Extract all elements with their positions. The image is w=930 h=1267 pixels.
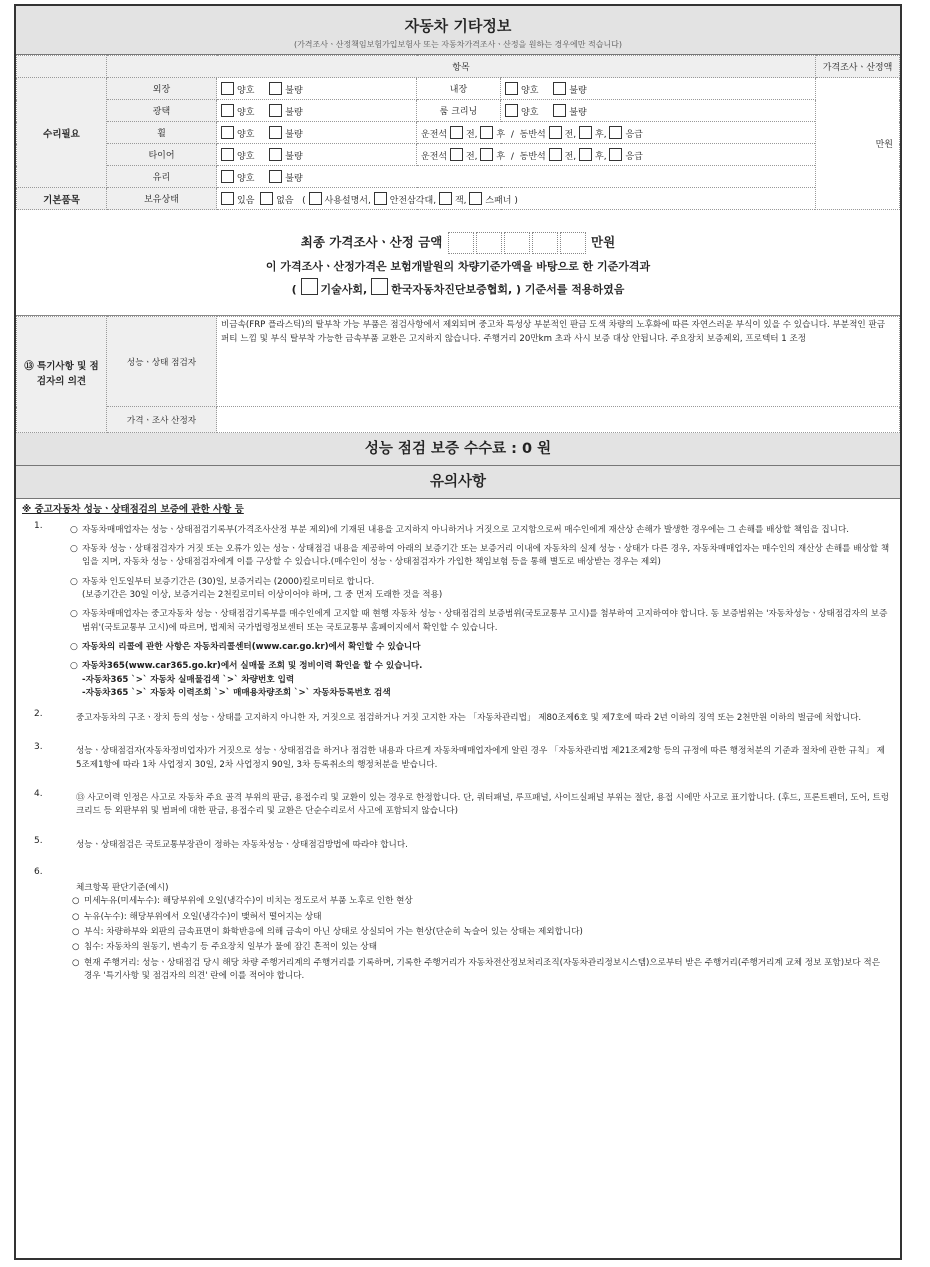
note-text: ⑬ 사고이력 인정은 사고로 자동차 주요 골격 부위의 판금, 용접수리 및 교환이 있는 경우로 한정합니다. 단, 쿼터패널, 루프패널, 사이드실패널 부위는 절단, 용접 시에만 사고로 표기합니다. (후드, 프론트펜더, 도어, 트렁크리드 등 외판부위 및 범퍼에 대한 판금, 용접수리 및 교환은 단순수리로서 사고에 포함되지 않습니다) [76, 793, 890, 817]
inspector-label: 성능ㆍ상태 점검자 [107, 317, 217, 407]
option-label: 스패너 [485, 195, 512, 206]
checkbox[interactable] [374, 192, 387, 205]
tire-position-options: 운전석 전, 후 / 동반석 전, 후, 응급 [417, 144, 816, 166]
row-label-glass: 유리 [107, 166, 217, 188]
driver-seat-label: 운전석 [421, 151, 448, 162]
exterior-options [217, 78, 417, 100]
note-text: 체크항목 판단기준(예시) [76, 883, 169, 894]
checkbox[interactable] [450, 148, 463, 161]
option-label: 전 [564, 129, 574, 140]
note-text: 성능ㆍ상태점검은 국토교통부장관이 정하는 자동차성능ㆍ상태점검방법에 따라야 합니다. [76, 839, 408, 850]
checkbox[interactable] [221, 192, 234, 205]
option-label: 양호 [237, 107, 255, 118]
option-label: 전 [564, 151, 574, 162]
checkbox[interactable] [480, 126, 493, 139]
option-label: 전 [465, 129, 475, 140]
row-label-wheel: 휠 [107, 122, 217, 144]
note-text: -자동차365 `>` 자동차 이력조회 `>` 매매용차량조회 `>` 자동차등록번호 검색 [82, 687, 391, 698]
note-text: 미세누유(미세누수): 해당부위에 오일(냉각수)이 비치는 정도로서 부품 노후로 인한 현상 [84, 896, 413, 907]
note-text: 자동차매매업자는 성능ㆍ상태점검기록부(가격조사산정 부분 제외)에 기재된 내용을 고지하지 아니하거나 거짓으로 고지함으로써 매수인에게 재산상 손해가 발생한 경우에는 그 손해를 배상할 책임을 집니다. [82, 524, 849, 535]
checkbox[interactable] [549, 126, 562, 139]
option-label: 한국자동차진단보증협회, [391, 283, 513, 296]
checkbox[interactable] [221, 104, 234, 117]
note-text: 자동차365(www.car365.go.kr)에서 실매물 조회 및 정비이력 확인을 할 수 있습니다. [82, 661, 423, 672]
price-digit-box[interactable] [532, 232, 558, 254]
price-digit-box[interactable] [476, 232, 502, 254]
final-price-note: 이 가격조사ㆍ산정가격은 보험개발원의 차량기준가액을 바탕으로 한 기준가격과 [265, 260, 651, 273]
separator: / [510, 129, 514, 140]
checkbox[interactable] [221, 82, 234, 95]
note-text: 자동차매매업자는 중고자동차 성능ㆍ상태점검기록부를 매수인에게 고지할 때 현행 자동차 성능ㆍ상태점검의 보증범위(국토교통부 고시)를 첨부하여 고지하여야 합니다. 동 보증범위는 '자동차성능ㆍ상태점검자의 보증범위'(국토교통부 고시)에 따르며, 법제처 국가법령정보센터 또는 국토교통부 홈페이지에서 확인할 수 있습니다. [82, 609, 888, 633]
note-text: 자동차 성능ㆍ상태점검자가 거짓 또는 오류가 있는 성능ㆍ상태점검 내용을 제공하여 아래의 보증기간 또는 보증거리 이내에 자동차의 실제 성능ㆍ상태가 다른 경우, 자동차매매업자는 매수인의 재산상 손해를 배상할 책임을 지며, 자동차 성능ㆍ상태점검자에게 이를 구상할 수 있습니다.(매수인이 성능ㆍ상태점검자가 가입한 책임보험 등을 통해 별도로 배상받는 경우는 제외) [82, 544, 890, 568]
note-number: 5. [34, 835, 43, 846]
note-number: 3. [34, 742, 43, 753]
row-label-exterior: 외장 [107, 78, 217, 100]
option-label: 잭, [454, 195, 467, 206]
option-label: 응급 [625, 129, 643, 140]
checkbox[interactable] [309, 192, 322, 205]
form-subtitle: (가격조사ㆍ산정책임보험가입보험사 또는 자동차가격조사ㆍ산정을 원하는 경우에만 적습니다) [293, 40, 623, 49]
checkbox[interactable] [450, 126, 463, 139]
section-basic-items: 기본품목 [17, 188, 107, 210]
standard-suffix: ) 기준서를 적용하였음 [516, 283, 625, 296]
form-title: 자동차 기타정보 [404, 17, 512, 35]
price-digit-box[interactable] [560, 232, 586, 254]
tire-options [217, 144, 417, 166]
checkbox[interactable] [549, 148, 562, 161]
option-label: 사용설명서, [324, 195, 371, 206]
note-item-5 [22, 835, 890, 852]
checkbox[interactable] [269, 148, 282, 161]
note-item-3 [22, 742, 890, 772]
option-label: 후 [496, 151, 506, 162]
checkbox[interactable] [609, 126, 622, 139]
checkbox[interactable] [553, 82, 566, 95]
option-label: 불량 [285, 173, 303, 184]
standard-choice [16, 278, 900, 297]
note-item-4 [22, 789, 890, 819]
separator: / [510, 151, 514, 162]
checkbox[interactable] [469, 192, 482, 205]
owned-options [217, 188, 816, 210]
note-text: 자동차 인도일부터 보증기간은 (30)일, 보증거리는 (2000)킬로미터로 합니다. [82, 576, 375, 587]
notes-body [16, 499, 900, 983]
checkbox[interactable] [480, 148, 493, 161]
note-text: 부식: 차량하부와 외판의 금속표면이 화학반응에 의해 금속이 아닌 상태로 상실되어 가는 현상(단순히 녹슬어 있는 상태는 제외합니다) [84, 926, 583, 937]
wheel-options [217, 122, 417, 144]
passenger-seat-label: 동반석 [519, 129, 546, 140]
checkbox[interactable] [553, 104, 566, 117]
option-label: 있음 [237, 195, 255, 206]
price-assessor-remarks[interactable] [217, 407, 900, 433]
option-label: 불량 [285, 129, 303, 140]
driver-seat-label: 운전석 [421, 129, 448, 140]
option-label: 없음 [276, 195, 294, 206]
checkbox[interactable] [260, 192, 273, 205]
checkbox[interactable] [371, 278, 388, 295]
inspector-remarks: 비금속(FRP 플라스틱)의 탈부착 가능 부품은 점검사항에서 제외되며 중고차 특성상 부분적인 판금 도색 차량의 노후화에 따른 자연스러운 부식이 있을 수 있습니다. 부분적인 판금 퍼티 느낌 및 부식 탈부착 가능한 금속부품 교환은 고지하지 않습니다. 주행거리 20만km 초과 사시 보증 대상 안됩니다. 주요장치 보증제외, 프로텍터 1 조정 [217, 317, 900, 407]
option-label: 양호 [521, 85, 539, 96]
option-label: 응급 [625, 151, 643, 162]
option-label: 불량 [569, 85, 587, 96]
gloss-options [217, 100, 417, 122]
option-label: 기술사회, [320, 283, 368, 296]
passenger-seat-label: 동반석 [519, 151, 546, 162]
repair-table [16, 55, 900, 210]
price-digit-box[interactable] [448, 232, 474, 254]
option-label: 양호 [237, 129, 255, 140]
paren: ( [291, 283, 297, 296]
row-label-tire: 타이어 [107, 144, 217, 166]
note-item-2 [22, 709, 890, 725]
note-text: 침수: 자동차의 원동기, 변속기 등 주요장치 일부가 물에 잠긴 흔적이 있는 상태 [84, 942, 378, 953]
option-label: 양호 [237, 173, 255, 184]
note-text: -자동차365 `>` 자동차 실매물검색 `>` 차량번호 입력 [82, 674, 295, 685]
note-text: 성능ㆍ상태점검자(자동차정비업자)가 거짓으로 성능ㆍ상태점검을 하거나 점검한 내용과 다르게 자동차매매업자에게 알린 경우 「자동차관리법 제21조제2항 등의 규정에 따른 행정처분의 기준과 절차에 관한 규칙」 제5조제1항에 따라 1차 사업정지 30일, 2차 사업정지 90일, 3차 등록취소의 행정처분을 받습니다. [76, 746, 885, 770]
note-number: 2. [34, 709, 43, 720]
remarks-table [16, 316, 900, 433]
wheel-position-options: 운전석 전, 후 / 동반석 전, 후, 응급 [417, 122, 816, 144]
checkbox[interactable] [579, 148, 592, 161]
option-label: 불량 [285, 151, 303, 162]
option-label: 불량 [569, 107, 587, 118]
note-number: 6. [34, 867, 43, 878]
note-text: 자동차의 리콜에 관한 사항은 자동차리콜센터(www.car.go.kr)에서 확인할 수 있습니다 [82, 641, 421, 652]
final-price-unit: 만원 [591, 234, 616, 250]
note-item-6: 6. 체크항목 판단기준(예시) ○ 미세누유(미세누수): 해당부위에 오일(냉각수)이 비치는 정도로서 부품 노후로 인한 현상 ○ 누유(누수): 해당부위에서 오일(냉각수)이 맺혀서 떨어지는 상태 ○ 부식: 차량하부와 외판의 금속표면이 화학반응에 의해 금속이 아닌 상태로 상실되어 가는 현상(단순히 녹슬어 있는 상태는 제외합니다) ○ 침수: 자동차의 원동기, 변속기 등 주요장치 일부가 물에 잠긴 흔적이 있는 상태 ○ 현재 주행거리: 성능ㆍ상태점검 당시 해당 차량 주행거리계의 주행거리를 기록하며, 기록한 주행거리가 자동차전산정보처리조직(자동차관리정보시스템)으로부터 받은 주행거리(주행거리계 교체 정보 포함)보다 적은 경우 '특기사항 및 점검자의 의견' 란에 이를 적어야 합니다. [22, 870, 890, 983]
option-label: 후 [496, 129, 506, 140]
checkbox[interactable] [221, 126, 234, 139]
option-label: 양호 [521, 107, 539, 118]
option-label: 불량 [285, 85, 303, 96]
form-header [16, 6, 900, 55]
checkbox[interactable] [439, 192, 452, 205]
final-price-section [16, 210, 900, 316]
notes-heading: 유의사항 [16, 466, 900, 499]
option-label: 양호 [237, 151, 255, 162]
item-column-header: 항목 [107, 56, 816, 78]
option-label: 후 [595, 129, 604, 140]
checkbox[interactable] [609, 148, 622, 161]
paren: ( [302, 195, 306, 206]
checkbox[interactable] [269, 126, 282, 139]
section-repair-needed: 수리필요 [17, 78, 107, 188]
option-label: 전 [465, 151, 475, 162]
note-number: 4. [34, 789, 43, 800]
checkbox[interactable] [269, 82, 282, 95]
interior-options [501, 78, 816, 100]
corner-cell [17, 56, 107, 78]
price-assessor-label: 가격ㆍ조사 산정자 [107, 407, 217, 433]
paren: ) [514, 195, 518, 206]
note-text: 누유(누수): 해당부위에서 오일(냉각수)이 맺혀서 떨어지는 상태 [84, 911, 322, 922]
checkbox[interactable] [269, 104, 282, 117]
price-digit-box[interactable] [504, 232, 530, 254]
row-label-owned: 보유상태 [107, 188, 217, 210]
checkbox[interactable] [505, 104, 518, 117]
checkbox[interactable] [221, 170, 234, 183]
room-cleaning-options [501, 100, 816, 122]
row-label-interior: 내장 [417, 78, 501, 100]
option-label: 양호 [237, 85, 255, 96]
note-text: (보증기간은 30일 이상, 보증거리는 2천킬로미터 이상이어야 하며, 그 중 먼저 도래한 것을 적용) [82, 589, 443, 600]
warranty-fee-bar: 성능 점검 보증 수수료 : 0 원 [16, 433, 900, 466]
option-label: 후 [595, 151, 604, 162]
price-value: 만원 [816, 78, 900, 210]
price-column-header: 가격조사ㆍ산정액 [816, 56, 900, 78]
checkbox[interactable] [579, 126, 592, 139]
checkbox[interactable] [221, 148, 234, 161]
notes-title: ※ 중고자동차 성능ㆍ상태점검의 보증에 관한 사항 등 [22, 504, 244, 515]
final-price-label: 최종 가격조사ㆍ산정 금액 [300, 234, 443, 250]
row-label-gloss: 광택 [107, 100, 217, 122]
checkbox[interactable] [505, 82, 518, 95]
note-number: 1. [34, 520, 43, 531]
checkbox[interactable] [269, 170, 282, 183]
vehicle-other-info-form [14, 4, 902, 1260]
row-label-room-cleaning: 룸 크리닝 [417, 100, 501, 122]
option-label: 불량 [285, 107, 303, 118]
option-label: 안전삼각대, [389, 195, 437, 206]
remarks-label: ⑬ 특기사항 및 점검자의 의견 [17, 317, 107, 433]
checkbox[interactable] [301, 278, 318, 295]
note-text: 현재 주행거리: 성능ㆍ상태점검 당시 해당 차량 주행거리계의 주행거리를 기록하며, 기록한 주행거리가 자동차전산정보처리조직(자동차관리정보시스템)으로부터 받은 주행거리(주행거리계 교체 정보 포함)보다 적은 경우 '특기사항 및 점검자의 의견' 란에 이를 적어야 합니다. [84, 957, 881, 981]
note-text: 중고자동차의 구조ㆍ장치 등의 성능ㆍ상태를 고지하지 아니한 자, 거짓으로 점검하거나 거짓 고지한 자는 「자동차관리법」 제80조제6호 및 제7호에 따라 2년 이하의 징역 또는 2천만원 이하의 벌금에 처합니다. [76, 713, 862, 724]
note-item-1: 1. ○ 자동차매매업자는 성능ㆍ상태점검기록부(가격조사산정 부분 제외)에 기재된 내용을 고지하지 아니하거나 거짓으로 고지함으로써 매수인에게 재산상 손해가 발생한 경우에는 그 손해를 배상할 책임을 집니다. ○ 자동차 성능ㆍ상태점검자가 거짓 또는 오류가 있는 성능ㆍ상태점검 내용을 제공하여 아래의 보증기간 또는 보증거리 이내에 자동차의 실제 성능ㆍ상태가 다른 경우, 자동차매매업자는 매수인의 재산상 손해를 배상할 책임을 지며, 자동차 성능ㆍ상태점검자에게 이를 구상할 수 있습니다.(매수인이 성능ㆍ상태점검자가 가입한 책임보험 등을 통해 별도로 배상받는 경우는 제외) ○ 자동차 인도일부터 보증기간은 (30)일, 보증거리는 (2000)킬로미터로 합니다. (보증기간은 30일 이상, 보증거리는 2천킬로미터 이상이어야 하며, 그 중 먼저 도래한 것을 적용) ○ 자동차매매업자는 중고자동차 성능ㆍ상태점검기록부를 매수인에게 고지할 때 현행 자동차 성능ㆍ상태점검의 보증범위(국토교통부 고시)를 첨부하여 고지하여야 합니다. 동 보증범위는 '자동차성능ㆍ상태점검자의 보증범위'(국토교통부 고시)에 따르며, 법제처 국가법령정보센터 또는 국토교통부 홈페이지에서 확인할 수 있습니다. ○ 자동차의 리콜에 관한 사항은 자동차리콜센터(www.car.go.kr)에서 확인할 수 있습니다 ○ 자동차365(www.car365.go.kr)에서 실매물 조회 및 정비이력 확인을 할 수 있습니다. -자동차365 `>` 자동차 실매물검색 `>` 차량번호 입력 -자동차365 `>` 자동차 이력조회 `>` 매매용차량조회 `>` 자동차등록번호 검색 [34, 520, 890, 698]
glass-options [217, 166, 816, 188]
